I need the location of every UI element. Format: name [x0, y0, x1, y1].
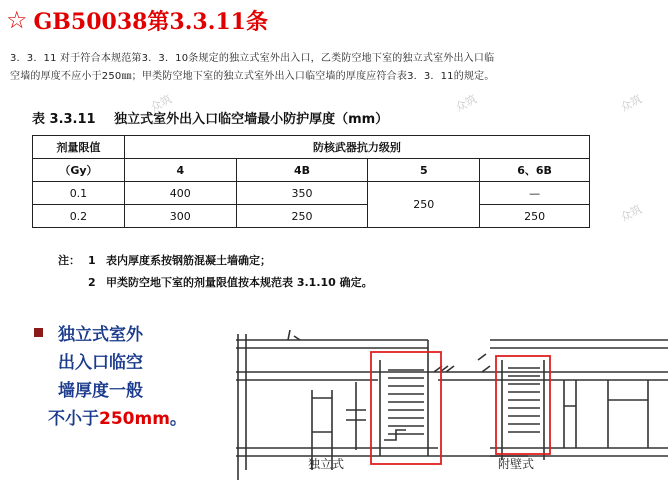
- level-cell: 4: [124, 159, 236, 182]
- sketch-lines: [236, 330, 668, 480]
- entrance-section-diagram: [228, 320, 668, 480]
- table-caption: [32, 108, 388, 127]
- note-text: 表内厚度系按钢筋混凝土墙确定；: [106, 254, 271, 267]
- note-label: 注：: [58, 254, 80, 267]
- square-bullet-icon: [34, 328, 43, 337]
- value-cell: 350: [236, 182, 368, 205]
- note-index: 1: [88, 254, 96, 267]
- header-unit: （Gy）: [33, 159, 125, 182]
- note-index: 2: [88, 276, 96, 289]
- table-header-row: [33, 159, 590, 182]
- watermark: 众筑: [453, 92, 479, 115]
- value-cell: 400: [124, 182, 236, 205]
- clause-text: [10, 50, 660, 86]
- watermark: 众筑: [618, 92, 644, 115]
- dose-cell: 0.2: [33, 205, 125, 228]
- title-text: GB50038第3.3.11条: [33, 8, 268, 35]
- header-weapon-level: 防核武器抗力级别: [124, 136, 589, 159]
- value-cell: —: [480, 182, 590, 205]
- note-text: 甲类防空地下室的剂量限值按本规范表 3.1.10 确定。: [106, 276, 373, 289]
- label-freestanding: 独立式: [308, 457, 345, 471]
- slide-title: [6, 4, 268, 36]
- value-cell: 300: [124, 205, 236, 228]
- level-cell: 5: [368, 159, 480, 182]
- star-icon: ☆: [6, 6, 28, 34]
- clause-line: 空墙的厚度不应小于250㎜；甲类防空地下室的独立式室外出入口临空墙的厚度应符合表3．3．11的规定。: [10, 71, 495, 82]
- value-cell: 250: [236, 205, 368, 228]
- value-cell-merged: 250: [368, 182, 480, 228]
- clause-line: 3．3．11 对于符合本规范第3．3．10条规定的独立式室外出入口，乙类防空地下室的独立式室外出入口临: [10, 53, 495, 64]
- value-cell: 250: [480, 205, 590, 228]
- bullet-line: 出入口临空: [58, 353, 143, 373]
- bullet-text: 。: [169, 409, 187, 429]
- watermark: 众筑: [148, 92, 174, 115]
- table-header-row: [33, 136, 590, 159]
- label-attached: 附壁式: [498, 457, 535, 471]
- bullet-text: 不小于: [48, 409, 99, 429]
- table-title: 独立式室外出入口临空墙最小防护厚度（mm）: [114, 112, 389, 127]
- watermark: 众筑: [618, 202, 644, 225]
- thickness-value: 250mm: [99, 409, 170, 429]
- note-row: [58, 250, 373, 272]
- bullet-line: 独立式室外: [58, 325, 143, 345]
- bullet-line: 墙厚度一般: [58, 381, 143, 401]
- highlight-box-attached: [496, 356, 550, 454]
- table-row: [33, 182, 590, 205]
- level-cell: 4B: [236, 159, 368, 182]
- thickness-table: [32, 135, 590, 228]
- note-row: [58, 272, 373, 294]
- table-row: [33, 205, 590, 228]
- table-notes: [58, 250, 373, 294]
- dose-cell: 0.1: [33, 182, 125, 205]
- table-number: 表 3.3.11: [32, 112, 96, 127]
- header-dose: 剂量限值: [33, 136, 125, 159]
- level-cell: 6、6B: [480, 159, 590, 182]
- bullet-line: [48, 404, 187, 429]
